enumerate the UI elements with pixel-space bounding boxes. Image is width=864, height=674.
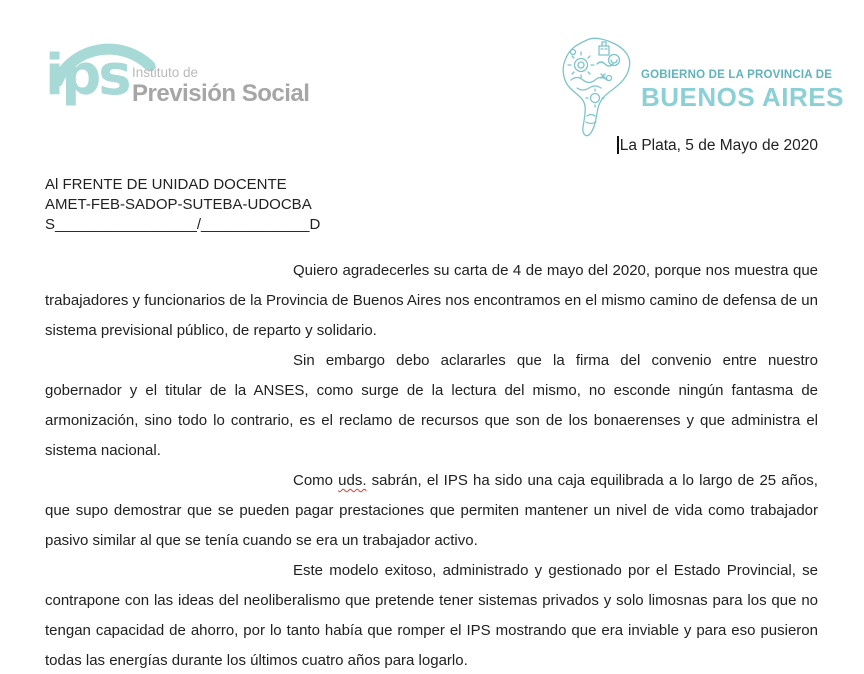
misspelled-word: uds. bbox=[338, 472, 367, 489]
salutation-separator: / bbox=[196, 216, 202, 233]
date-text: La Plata, 5 de Mayo de 2020 bbox=[619, 137, 818, 154]
salutation-blank-2: _____________ bbox=[201, 216, 310, 233]
ips-subtitle-line2: Previsión Social bbox=[132, 79, 310, 107]
ips-acronym: ips bbox=[45, 43, 129, 108]
buenos-aires-province-emblem-icon bbox=[557, 34, 639, 140]
paragraph-3-pre: Como bbox=[293, 472, 339, 489]
letter-body bbox=[45, 256, 818, 674]
paragraph-1[interactable]: Quiero agradecerles su carta de 4 de mayo del 2020, porque nos muestra que trabajadores y funcionarios de la Provincia de Buenos Aires nos encontramos en el mismo camino de defensa de un sistema previsional público, de reparto y solidario. bbox=[45, 262, 818, 339]
recipient-salutation[interactable] bbox=[45, 215, 320, 235]
gba-logo-text bbox=[641, 70, 844, 110]
paragraph-3-post: sabrán, el IPS ha sido una caja equilibrada a lo largo de 25 años, que supo demostrar que se pueden pagar prestaciones que permiten mantener un nivel de vida como trabajador pasivo similar al que se tenía cuando se era un trabajador activo. bbox=[45, 472, 818, 549]
text-cursor bbox=[617, 136, 619, 154]
salutation-s: S bbox=[45, 216, 56, 233]
paragraph-3[interactable] bbox=[45, 466, 818, 556]
ips-logo[interactable] bbox=[45, 38, 325, 120]
ips-subtitle-line1: Instituto de bbox=[132, 65, 199, 80]
paragraph-2[interactable]: Sin embargo debo aclararles que la firma del convenio entre nuestro gobernador y el titular de la ANSES, como surge de la lectura del mismo, no esconde ningún fantasma de armonización, sino todo lo contrario, es el reclamo de recursos que son de los bonaerenses y que administra el sistema nacional. bbox=[45, 352, 818, 459]
gba-government-logo[interactable] bbox=[557, 34, 844, 142]
ips-subtitle bbox=[132, 66, 309, 106]
recipient-line-1[interactable]: Al FRENTE DE UNIDAD DOCENTE bbox=[45, 176, 287, 193]
recipient-line-2[interactable]: AMET-FEB-SADOP-SUTEBA-UDOCBA bbox=[45, 196, 312, 213]
recipient-block bbox=[45, 175, 320, 235]
date-line[interactable] bbox=[617, 136, 818, 155]
gba-logo-line1: GOBIERNO DE LA PROVINCIA DE bbox=[641, 69, 833, 81]
salutation-blank-1: _________________ bbox=[55, 216, 197, 233]
gba-logo-line2: BUENOS AIRES bbox=[641, 81, 844, 112]
salutation-d: D bbox=[309, 216, 321, 233]
paragraph-4[interactable]: Este modelo exitoso, administrado y gestionado por el Estado Provincial, se contrapone con las ideas del neoliberalismo que pretende tener sistemas privados y solo limosnas para los que no tengan capacidad de ahorro, por lo tanto había que romper el IPS mostrando que era inviable y para eso pusieron todas las energías durante los últimos cuatro años para logarlo. bbox=[45, 562, 818, 669]
